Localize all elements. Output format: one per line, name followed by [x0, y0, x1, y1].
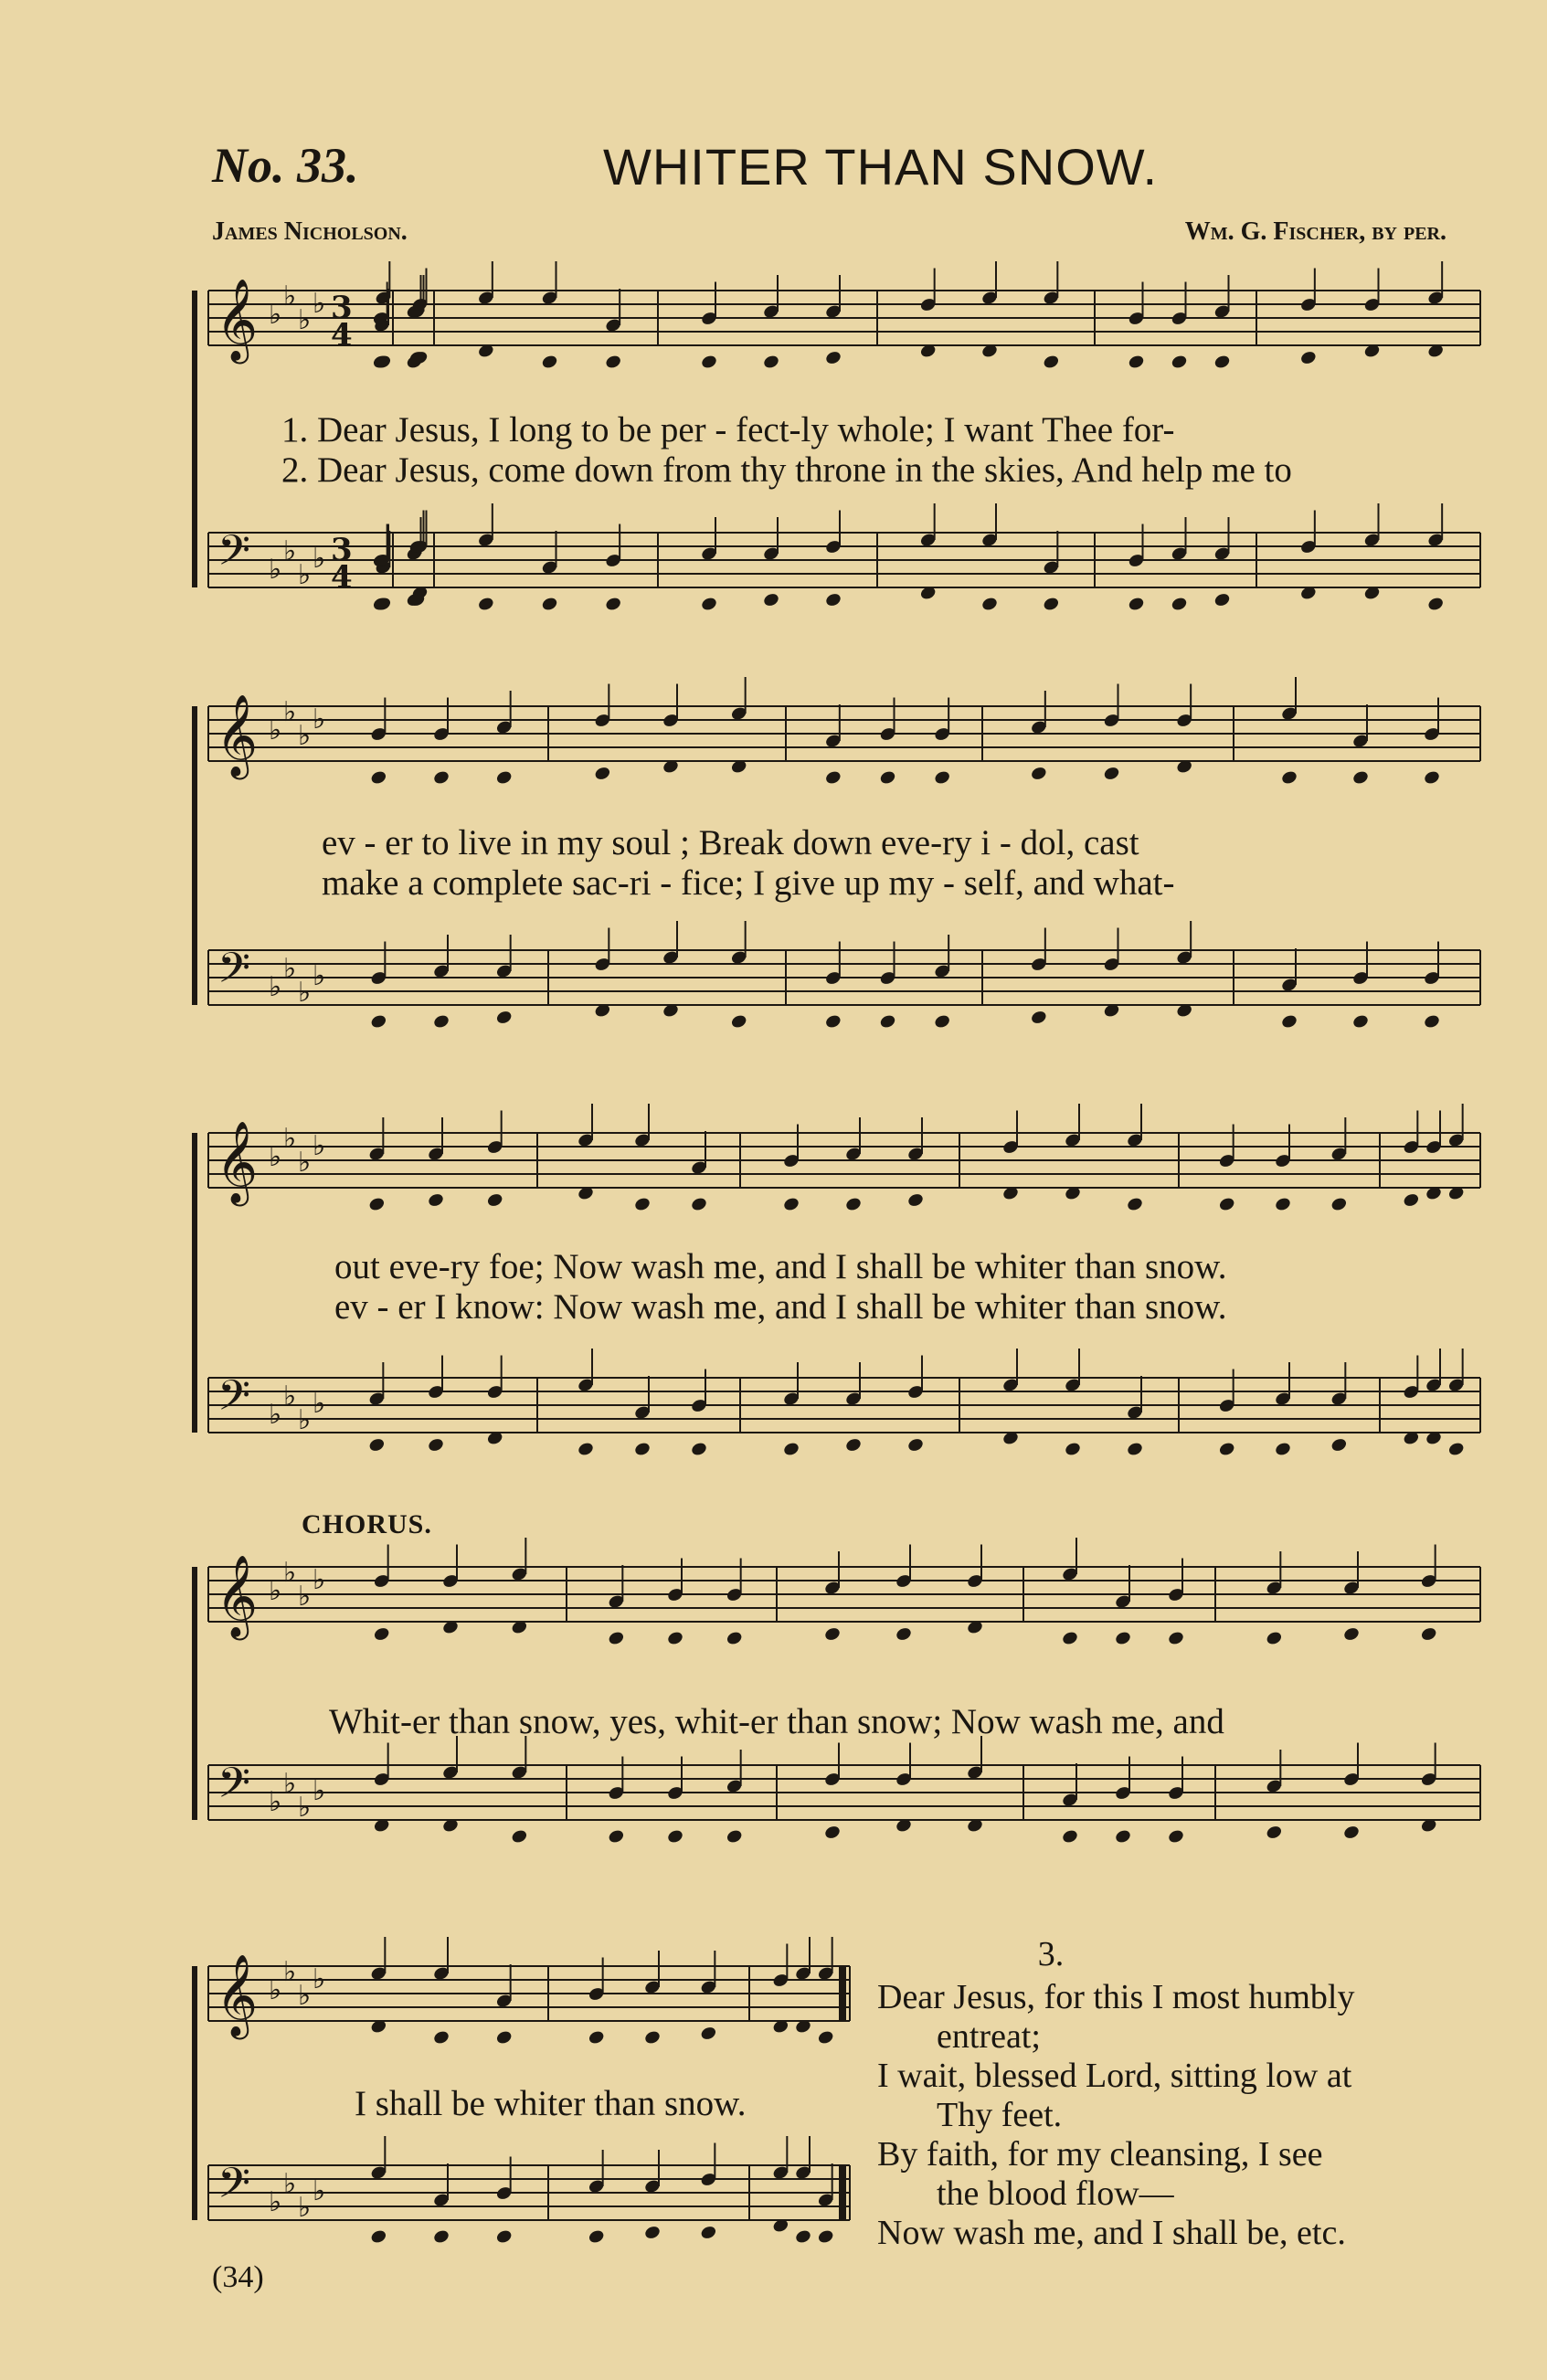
- notehead: [370, 2228, 388, 2245]
- flat-sign: ♭: [283, 953, 297, 985]
- flat-sign: ♭: [298, 559, 312, 591]
- notehead: [1266, 1630, 1284, 1646]
- flat-sign: ♭: [313, 2175, 326, 2207]
- notehead: [1447, 1441, 1466, 1457]
- bass-clef: 𝄢: [217, 1371, 251, 1431]
- composer-credit: Wm. G. Fischer, by per.: [1184, 217, 1446, 246]
- notehead: [933, 769, 951, 786]
- notehead: [1423, 769, 1441, 786]
- notehead: [1342, 1825, 1361, 1841]
- flat-sign: ♭: [298, 720, 312, 752]
- bass-clef: 𝄢: [217, 526, 251, 586]
- notehead: [373, 1626, 391, 1643]
- notehead: [690, 1441, 708, 1457]
- notehead: [933, 1013, 951, 1030]
- notehead: [1342, 1626, 1361, 1643]
- notehead: [1043, 354, 1061, 370]
- flat-sign: ♭: [269, 971, 282, 1003]
- flat-sign: ♭: [269, 2186, 282, 2218]
- flat-sign: ♭: [313, 703, 326, 735]
- notehead: [368, 1437, 387, 1454]
- notehead: [1213, 354, 1232, 370]
- notehead: [427, 1192, 445, 1209]
- notehead: [700, 354, 718, 370]
- notehead: [1403, 1192, 1421, 1209]
- verse-line: Thy feet.: [937, 2096, 1063, 2134]
- time-signature-bottom: 4: [331, 559, 353, 596]
- lyric-line: 2. Dear Jesus, come down from thy throne in the skies, And help me to: [281, 450, 1292, 490]
- notehead: [608, 1630, 626, 1646]
- notehead: [370, 1013, 388, 1030]
- lyric-line: 1. Dear Jesus, I long to be per - fect-ly whole; I want Thee for-: [281, 410, 1175, 450]
- notehead: [432, 769, 450, 786]
- lyric-line: Whit-er than snow, yes, whit-er than snow; Now wash me, and: [329, 1702, 1224, 1741]
- flat-sign: ♭: [283, 280, 297, 312]
- verse-line: the blood flow—: [937, 2174, 1174, 2213]
- notehead: [633, 1441, 652, 1457]
- bass-clef: 𝄢: [217, 1759, 251, 1818]
- notehead: [824, 769, 842, 786]
- notehead: [477, 596, 495, 612]
- notehead: [1280, 769, 1298, 786]
- notehead: [879, 1013, 897, 1030]
- chorus-label: CHORUS.: [302, 1509, 432, 1539]
- notehead: [980, 596, 999, 612]
- notehead: [1043, 596, 1061, 612]
- flat-sign: ♭: [269, 299, 282, 331]
- treble-clef: 𝄞: [216, 279, 259, 361]
- notehead: [368, 1196, 387, 1212]
- notehead: [594, 766, 612, 782]
- flat-sign: ♭: [269, 1974, 282, 2006]
- notehead: [1061, 1828, 1079, 1845]
- notehead: [427, 1437, 445, 1454]
- notehead: [726, 1828, 744, 1845]
- treble-clef: 𝄞: [216, 1954, 259, 2036]
- notehead: [794, 2228, 812, 2245]
- notehead: [577, 1441, 595, 1457]
- time-signature-bottom: 4: [331, 317, 353, 354]
- notehead: [782, 1196, 800, 1212]
- notehead: [495, 2029, 514, 2046]
- notehead: [817, 2029, 835, 2046]
- lyric-line: I shall be whiter than snow.: [355, 2084, 747, 2123]
- flat-sign: ♭: [298, 2192, 312, 2224]
- notehead: [823, 1626, 842, 1643]
- notehead: [700, 2225, 718, 2241]
- notehead: [1218, 1441, 1236, 1457]
- notehead: [824, 350, 842, 366]
- notehead: [541, 354, 559, 370]
- notehead: [1128, 596, 1146, 612]
- notehead: [1171, 354, 1189, 370]
- notehead: [588, 2228, 606, 2245]
- flat-sign: ♭: [269, 714, 282, 746]
- notehead: [690, 1196, 708, 1212]
- flat-sign: ♭: [313, 1564, 326, 1596]
- notehead: [1103, 766, 1121, 782]
- notehead: [588, 2029, 606, 2046]
- notehead: [643, 2225, 662, 2241]
- flat-sign: ♭: [298, 304, 312, 336]
- notehead: [1167, 1828, 1185, 1845]
- hymn-title: WHITER THAN SNOW.: [603, 138, 1159, 196]
- notehead: [633, 1196, 652, 1212]
- notehead: [432, 2029, 450, 2046]
- treble-clef: 𝄞: [216, 1555, 259, 1637]
- flat-sign: ♭: [283, 1956, 297, 1988]
- notehead: [726, 1630, 744, 1646]
- notehead: [895, 1626, 913, 1643]
- notehead: [1280, 1013, 1298, 1030]
- notehead: [1274, 1196, 1292, 1212]
- flat-sign: ♭: [269, 1399, 282, 1431]
- notehead: [1126, 1196, 1144, 1212]
- treble-clef: 𝄞: [216, 694, 259, 777]
- notehead: [906, 1437, 925, 1454]
- flat-sign: ♭: [313, 960, 326, 992]
- author-credit: James Nicholson.: [212, 217, 408, 246]
- lyric-line: ev - er I know: Now wash me, and I shall be whiter than snow.: [334, 1287, 1227, 1327]
- notehead: [700, 2026, 718, 2042]
- flat-sign: ♭: [283, 2168, 297, 2200]
- notehead: [1266, 1825, 1284, 1841]
- verse-line: Now wash me, and I shall be, etc.: [877, 2214, 1346, 2252]
- flat-sign: ♭: [269, 1141, 282, 1173]
- flat-sign: ♭: [298, 1980, 312, 2012]
- notehead: [1330, 1437, 1349, 1454]
- notehead: [1030, 766, 1048, 782]
- notehead: [1426, 596, 1445, 612]
- flat-sign: ♭: [269, 554, 282, 586]
- verse-line: Dear Jesus, for this I most humbly: [877, 1978, 1355, 2016]
- flat-sign: ♭: [298, 977, 312, 1009]
- notehead: [372, 354, 390, 370]
- time-signature-top: 3: [331, 532, 353, 568]
- notehead: [1351, 1013, 1370, 1030]
- notehead: [1030, 1010, 1048, 1026]
- notehead: [1218, 1196, 1236, 1212]
- notehead: [1351, 769, 1370, 786]
- flat-sign: ♭: [313, 288, 326, 320]
- notehead: [608, 1828, 626, 1845]
- flat-sign: ♭: [313, 1130, 326, 1162]
- notehead: [666, 1828, 684, 1845]
- flat-sign: ♭: [313, 543, 326, 575]
- notehead: [844, 1437, 863, 1454]
- notehead: [370, 769, 388, 786]
- flat-sign: ♭: [269, 1786, 282, 1818]
- flat-sign: ♭: [298, 1404, 312, 1436]
- notehead: [511, 1828, 529, 1845]
- notehead: [1114, 1828, 1132, 1845]
- notehead: [1213, 592, 1232, 608]
- notehead: [762, 354, 780, 370]
- notehead: [1128, 354, 1146, 370]
- final-barline: [839, 1966, 846, 2021]
- notehead: [879, 769, 897, 786]
- flat-sign: ♭: [313, 1963, 326, 1995]
- flat-sign: ♭: [283, 1557, 297, 1589]
- notehead: [823, 1825, 842, 1841]
- lyric-line: ev - er to live in my soul ; Break down eve-ry i - dol, cast: [322, 823, 1139, 862]
- bass-clef: 𝄢: [217, 2159, 251, 2218]
- verse-line: I wait, blessed Lord, sitting low at: [877, 2057, 1352, 2095]
- notehead: [906, 1192, 925, 1209]
- system-bracket: [192, 1567, 197, 1820]
- flat-sign: ♭: [283, 535, 297, 567]
- notehead: [604, 596, 622, 612]
- notehead: [432, 1013, 450, 1030]
- flat-sign: ♭: [298, 1147, 312, 1179]
- flat-sign: ♭: [313, 1388, 326, 1420]
- notehead: [844, 1196, 863, 1212]
- notehead: [1274, 1441, 1292, 1457]
- notehead: [1330, 1196, 1349, 1212]
- notehead: [495, 1010, 514, 1026]
- notehead: [782, 1441, 800, 1457]
- system-bracket: [192, 291, 197, 587]
- verse-line: entreat;: [937, 2017, 1041, 2056]
- notehead: [495, 2228, 514, 2245]
- lyric-line: out eve-ry foe; Now wash me, and I shall be whiter than snow.: [334, 1247, 1227, 1286]
- notehead: [541, 596, 559, 612]
- notehead: [1126, 1441, 1144, 1457]
- flat-sign: ♭: [283, 696, 297, 728]
- flat-sign: ♭: [283, 1380, 297, 1412]
- notehead: [1114, 1630, 1132, 1646]
- notehead: [643, 2029, 662, 2046]
- notehead: [700, 596, 718, 612]
- notehead: [817, 2228, 835, 2245]
- notehead: [1061, 1630, 1079, 1646]
- verse-number: 3.: [1037, 1935, 1065, 1973]
- notehead: [1171, 596, 1189, 612]
- lyric-line: make a complete sac-ri - fice; I give up my - self, and what-: [322, 863, 1175, 903]
- notehead: [666, 1630, 684, 1646]
- notehead: [372, 596, 390, 612]
- final-barline: [839, 2165, 846, 2220]
- flat-sign: ♭: [283, 1768, 297, 1800]
- system-bracket: [192, 706, 197, 1005]
- flat-sign: ♭: [298, 1581, 312, 1613]
- time-signature-top: 3: [331, 290, 353, 326]
- hymn-number: No. 33.: [212, 138, 359, 193]
- verse-line: By faith, for my cleansing, I see: [877, 2135, 1323, 2174]
- notehead: [604, 354, 622, 370]
- system-bracket: [192, 1133, 197, 1433]
- notehead: [486, 1192, 504, 1209]
- notehead: [1420, 1626, 1438, 1643]
- flat-sign: ♭: [313, 1775, 326, 1807]
- notehead: [1423, 1013, 1441, 1030]
- flat-sign: ♭: [283, 1123, 297, 1155]
- flat-sign: ♭: [298, 1792, 312, 1824]
- bass-clef: 𝄢: [217, 944, 251, 1003]
- treble-clef: 𝄞: [216, 1121, 259, 1203]
- notehead: [432, 2228, 450, 2245]
- notehead: [1167, 1630, 1185, 1646]
- verse-3: [877, 1935, 1499, 2253]
- notehead: [1064, 1441, 1082, 1457]
- notehead: [824, 592, 842, 608]
- notehead: [762, 592, 780, 608]
- notehead: [495, 769, 514, 786]
- notehead: [730, 1013, 748, 1030]
- notehead: [1299, 350, 1318, 366]
- flat-sign: ♭: [269, 1575, 282, 1607]
- system-bracket: [192, 1966, 197, 2220]
- notehead: [824, 1013, 842, 1030]
- page-number: (34): [212, 2260, 264, 2294]
